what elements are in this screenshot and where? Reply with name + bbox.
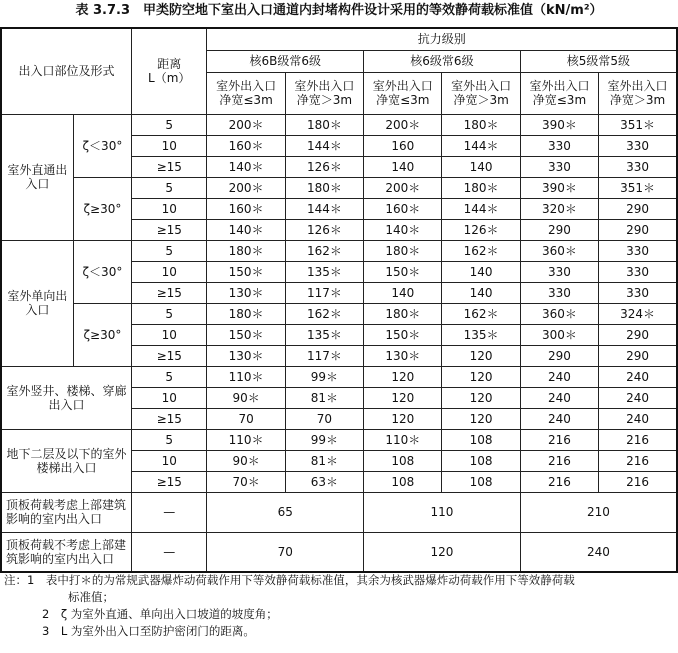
value-cell: 390＊: [520, 177, 598, 198]
value-cell: 140: [442, 156, 520, 177]
slope-label: ζ＜30°: [73, 114, 131, 177]
value-cell: 330: [520, 156, 598, 177]
distance-cell: 10: [132, 261, 207, 282]
distance-cell: 10: [132, 135, 207, 156]
distance-cell: ≥15: [132, 282, 207, 303]
load-table: [0, 27, 678, 573]
value-cell: 126＊: [442, 219, 520, 240]
header-width-le: [207, 72, 285, 114]
value-cell: 240: [599, 366, 677, 387]
value-cell: 180＊: [442, 114, 520, 135]
distance-cell: —: [132, 532, 207, 572]
value-cell: 216: [599, 471, 677, 492]
value-cell: 150＊: [364, 261, 442, 282]
value-cell: 360＊: [520, 240, 598, 261]
value-cell: 117＊: [285, 282, 363, 303]
value-cell: 290: [520, 345, 598, 366]
value-cell: 150＊: [364, 324, 442, 345]
header-width-gt: [442, 72, 520, 114]
value-cell: 290: [520, 219, 598, 240]
header-width-le: [520, 72, 598, 114]
value-cell: 240: [520, 366, 598, 387]
value-cell: 130＊: [207, 345, 285, 366]
header-width-le-line2: 净宽≤3m: [219, 93, 273, 107]
value-cell: 81＊: [285, 387, 363, 408]
header-width-le-line2: 净宽≤3m: [376, 93, 430, 107]
value-cell: 160＊: [207, 198, 285, 219]
value-cell: 351＊: [599, 177, 677, 198]
value-cell: 216: [520, 429, 598, 450]
distance-cell: 5: [132, 366, 207, 387]
value-cell: 140: [364, 282, 442, 303]
distance-cell: 10: [132, 324, 207, 345]
slope-label: ζ≥30°: [73, 303, 131, 366]
header-width-le-line1: 室外出入口: [216, 79, 277, 93]
value-cell: 70: [207, 532, 364, 572]
value-cell: 162＊: [285, 303, 363, 324]
value-cell: 200＊: [207, 114, 285, 135]
value-cell: 216: [599, 450, 677, 471]
value-cell: 240: [520, 408, 598, 429]
value-cell: 63＊: [285, 471, 363, 492]
note-1: 注：1 表中打＊的为常规武器爆炸动荷载作用下等效静荷载标准值，其余为核武器爆炸动荷载作用下等效静荷载: [4, 573, 575, 587]
header-level-2: 核6级常6级: [364, 50, 521, 72]
value-cell: 140＊: [207, 156, 285, 177]
header-width-le-line1: 室外出入口: [372, 79, 433, 93]
table-row: [1, 532, 677, 572]
table-row: [1, 429, 677, 450]
table-title: 表 3.7.3 甲类防空地下室出入口通道内封堵构件设计采用的等效静荷载标准值（kN/m²）: [75, 3, 603, 18]
value-cell: 144＊: [285, 198, 363, 219]
value-cell: 110: [364, 492, 521, 532]
value-cell: 330: [520, 261, 598, 282]
value-cell: 130＊: [364, 345, 442, 366]
distance-cell: ≥15: [132, 408, 207, 429]
distance-cell: 10: [132, 198, 207, 219]
distance-cell: ≥15: [132, 471, 207, 492]
value-cell: 160: [364, 135, 442, 156]
notes: [4, 572, 676, 640]
table-row: [1, 303, 677, 324]
value-cell: 180＊: [285, 177, 363, 198]
group-label-roof_no: 顶板荷载不考虑上部建筑影响的室内出入口: [1, 532, 132, 572]
value-cell: 290: [599, 198, 677, 219]
value-cell: 216: [520, 450, 598, 471]
header-level-1: 核6B级常6级: [207, 50, 364, 72]
value-cell: 140: [442, 282, 520, 303]
note-2: 2 ζ 为室外直通、单向出入口坡道的坡度角；: [42, 607, 278, 621]
value-cell: 120: [364, 366, 442, 387]
value-cell: 135＊: [285, 324, 363, 345]
value-cell: 140＊: [364, 219, 442, 240]
value-cell: 144＊: [285, 135, 363, 156]
value-cell: 144＊: [442, 135, 520, 156]
value-cell: 120: [442, 345, 520, 366]
header-distance: [132, 28, 207, 114]
slope-label: ζ≥30°: [73, 177, 131, 240]
header-width-gt-line2: 净宽＞3m: [609, 93, 666, 107]
distance-cell: 5: [132, 114, 207, 135]
value-cell: 120: [364, 532, 521, 572]
value-cell: 330: [599, 240, 677, 261]
slope-label: ζ＜30°: [73, 240, 131, 303]
value-cell: 108: [442, 471, 520, 492]
value-cell: 108: [442, 450, 520, 471]
value-cell: 140: [442, 261, 520, 282]
value-cell: 240: [599, 387, 677, 408]
value-cell: 81＊: [285, 450, 363, 471]
value-cell: 99＊: [285, 429, 363, 450]
value-cell: 330: [599, 135, 677, 156]
value-cell: 216: [599, 429, 677, 450]
value-cell: 126＊: [285, 156, 363, 177]
value-cell: 140: [364, 156, 442, 177]
value-cell: 150＊: [207, 261, 285, 282]
value-cell: 140＊: [207, 219, 285, 240]
value-cell: 330: [599, 282, 677, 303]
header-width-le: [364, 72, 442, 114]
value-cell: 90＊: [207, 387, 285, 408]
header-width-le-line2: 净宽≤3m: [532, 93, 587, 107]
value-cell: 200＊: [207, 177, 285, 198]
distance-cell: ≥15: [132, 156, 207, 177]
header-level-3: 核5级常5级: [520, 50, 677, 72]
distance-cell: —: [132, 492, 207, 532]
distance-cell: 10: [132, 387, 207, 408]
value-cell: 330: [520, 135, 598, 156]
value-cell: 126＊: [285, 219, 363, 240]
value-cell: 117＊: [285, 345, 363, 366]
value-cell: 135＊: [442, 324, 520, 345]
value-cell: 70: [285, 408, 363, 429]
value-cell: 150＊: [207, 324, 285, 345]
note-1-cont: 标准值；: [68, 590, 114, 604]
value-cell: 162＊: [285, 240, 363, 261]
value-cell: 180＊: [285, 114, 363, 135]
table-row: [1, 114, 677, 135]
distance-cell: 5: [132, 240, 207, 261]
value-cell: 240: [520, 532, 677, 572]
distance-cell: 5: [132, 303, 207, 324]
value-cell: 108: [442, 429, 520, 450]
value-cell: 65: [207, 492, 364, 532]
value-cell: 290: [599, 324, 677, 345]
distance-cell: 10: [132, 450, 207, 471]
value-cell: 160＊: [364, 198, 442, 219]
value-cell: 351＊: [599, 114, 677, 135]
header-distance-unit: L（m）: [148, 71, 191, 86]
header-width-gt: [599, 72, 677, 114]
value-cell: 200＊: [364, 177, 442, 198]
value-cell: 240: [520, 387, 598, 408]
value-cell: 290: [599, 345, 677, 366]
value-cell: 180＊: [364, 240, 442, 261]
value-cell: 324＊: [599, 303, 677, 324]
value-cell: 162＊: [442, 303, 520, 324]
value-cell: 120: [442, 408, 520, 429]
value-cell: 70: [207, 408, 285, 429]
value-cell: 90＊: [207, 450, 285, 471]
table-row: [1, 177, 677, 198]
value-cell: 320＊: [520, 198, 598, 219]
value-cell: 240: [599, 408, 677, 429]
value-cell: 300＊: [520, 324, 598, 345]
distance-cell: ≥15: [132, 345, 207, 366]
value-cell: 180＊: [207, 240, 285, 261]
value-cell: 120: [442, 387, 520, 408]
value-cell: 330: [520, 282, 598, 303]
header-position-form: 出入口部位及形式: [1, 28, 132, 114]
group-label-basement2: 地下二层及以下的室外楼梯出入口: [1, 429, 132, 492]
value-cell: 120: [364, 408, 442, 429]
header-width-gt-line1: 室外出入口: [607, 79, 668, 93]
group-label-straight: 室外直通出入口: [1, 114, 73, 240]
value-cell: 210: [520, 492, 677, 532]
value-cell: 162＊: [442, 240, 520, 261]
value-cell: 110＊: [207, 366, 285, 387]
value-cell: 330: [599, 156, 677, 177]
group-label-roof_consider: 顶板荷载考虑上部建筑影响的室内出入口: [1, 492, 132, 532]
value-cell: 290: [599, 219, 677, 240]
header-width-le-line1: 室外出入口: [529, 79, 590, 93]
value-cell: 200＊: [364, 114, 442, 135]
value-cell: 70＊: [207, 471, 285, 492]
value-cell: 144＊: [442, 198, 520, 219]
header-width-gt-line2: 净宽＞3m: [296, 93, 353, 107]
value-cell: 180＊: [364, 303, 442, 324]
distance-cell: ≥15: [132, 219, 207, 240]
value-cell: 110＊: [364, 429, 442, 450]
distance-cell: 5: [132, 177, 207, 198]
value-cell: 110＊: [207, 429, 285, 450]
header-resist-level: 抗力级别: [207, 28, 677, 50]
header-width-gt-line2: 净宽＞3m: [453, 93, 509, 107]
value-cell: 120: [442, 366, 520, 387]
note-3: 3 L 为室外出入口至防护密闭门的距离。: [42, 624, 255, 638]
header-width-gt-line1: 室外出入口: [451, 79, 512, 93]
table-row: [1, 492, 677, 532]
value-cell: 330: [599, 261, 677, 282]
value-cell: 180＊: [442, 177, 520, 198]
value-cell: 216: [520, 471, 598, 492]
value-cell: 390＊: [520, 114, 598, 135]
value-cell: 360＊: [520, 303, 598, 324]
value-cell: 108: [364, 450, 442, 471]
header-distance-label: 距离: [157, 57, 182, 72]
value-cell: 135＊: [285, 261, 363, 282]
table-row: [1, 366, 677, 387]
header-width-gt-line1: 室外出入口: [294, 79, 355, 93]
group-label-single: 室外单向出入口: [1, 240, 73, 366]
value-cell: 108: [364, 471, 442, 492]
value-cell: 120: [364, 387, 442, 408]
value-cell: 130＊: [207, 282, 285, 303]
header-width-gt: [285, 72, 363, 114]
group-label-shaft: 室外竖井、楼梯、穿廊出入口: [1, 366, 132, 429]
value-cell: 160＊: [207, 135, 285, 156]
value-cell: 180＊: [207, 303, 285, 324]
table-row: [1, 240, 677, 261]
distance-cell: 5: [132, 429, 207, 450]
value-cell: 99＊: [285, 366, 363, 387]
